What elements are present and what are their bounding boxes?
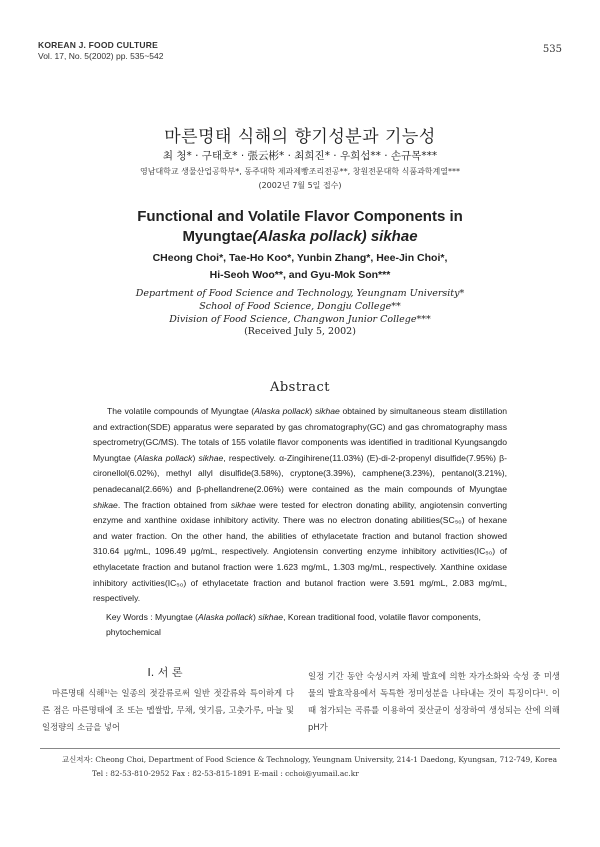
journal-name: KOREAN J. FOOD CULTURE <box>38 40 158 50</box>
keywords-label: Key Words : <box>106 612 156 622</box>
english-title-italic: (Alaska pollack) sikhae <box>252 228 418 245</box>
korean-affiliations: 영남대학교 생물산업공학부*, 동주대학 제과제빵조리전공**, 창원전문대학 식품과학계열*** <box>139 167 460 176</box>
english-title <box>0 207 600 247</box>
english-received-date: (Received July 5, 2002) <box>244 326 356 337</box>
keywords-text-b: ) <box>252 612 259 622</box>
abstract-italic-1: Alaska pollack <box>254 406 310 416</box>
english-title-plain: Myungtae <box>182 228 253 245</box>
abstract-text-1: The volatile compounds of Myungtae ( <box>107 406 255 416</box>
abstract-italic-1b: sikhae <box>314 406 340 416</box>
section-heading-introduction: I. 서 론 <box>147 666 183 679</box>
intro-right-column: 일정 기간 동안 숙성시켜 자체 발효에 의한 자가소화와 숙성 중 미생물의 발효작용에서 독특한 정미성분을 나타내는 것이 특징이다¹⁾. 이 때 첨가되는 곡류를 이용하여 젖산균이 성장하여 생성되는 산에 의해 pH가 <box>308 671 560 732</box>
keywords <box>106 610 508 640</box>
footnote-contact: Tel : 82-53-810-2952 Fax : 82-53-815-1891 E-mail : cchoi@yumail.ac.kr <box>92 769 359 778</box>
keywords-text-a: Myungtae ( <box>155 612 199 622</box>
journal-header <box>38 40 163 62</box>
keywords-text-c: , Korean traditional food, volatile flavor components, phytochemical <box>106 612 481 637</box>
korean-authors: 최 청* · 구태호* · 張云彬* · 최희진* · 우희섭** · 손규목*** <box>162 150 438 162</box>
english-authors <box>0 250 600 284</box>
abstract-text-4: . The fraction obtained from <box>117 499 231 510</box>
english-authors-line1: CHeong Choi*, Tae-Ho Koo*, Yunbin Zhang*, Hee-Jin Choi*, <box>152 252 448 264</box>
english-title-line2 <box>0 227 600 247</box>
abstract-text-2b: ) <box>192 452 199 463</box>
keywords-italic-2: sikhae <box>258 612 284 622</box>
abstract-text-1b: ) <box>309 406 315 416</box>
abstract-text-2: obtained by simultaneous steam distillation and extraction(SDE) apparatus were separated by gas chromatography(GC) and gas chromatography mass spectrometry(GC/MS). The totals of 155 volatile flavor components was identified in traditional Kyungsangdo Myungtae ( <box>93 406 508 463</box>
affiliation-3: Division of Food Science, Changwon Junior College*** <box>169 314 431 325</box>
page-number: 535 <box>542 44 562 55</box>
english-authors-line2: Hi-Seoh Woo**, and Gyu-Mok Son*** <box>209 269 391 281</box>
abstract-body <box>93 404 507 607</box>
affiliation-1: Department of Food Science and Technology, Yeungnam University* <box>135 288 465 299</box>
affiliation-2: School of Food Science, Dongju College** <box>199 301 401 312</box>
korean-title: 마른명태 식해의 향기성분과 기능성 <box>164 127 436 147</box>
english-title-line1: Functional and Volatile Flavor Components in <box>137 208 463 225</box>
abstract-italic-2: Alaska pollack <box>136 452 193 463</box>
footnote-label: 교신저자: <box>62 755 96 764</box>
intro-left-column: 마른명태 식해¹⁾는 일종의 젓갈류로써 일반 젓갈류와 특이하게 다른 점은 마른명태에 조 또는 멥쌀밥, 무채, 엿기름, 고춧가루, 마늘 및 일정량의 소금을 넣어 <box>42 688 294 732</box>
abstract-heading: Abstract <box>269 380 331 395</box>
footnote-text: Cheong Choi, Department of Food Science & Technology, Yeungnam University, 214-1 Daedong, Kyungsan, 712-749, Korea <box>95 755 558 764</box>
english-affiliations <box>0 287 600 326</box>
volume-info: Vol. 17, No. 5(2002) pp. 535~542 <box>38 51 164 61</box>
abstract-text-3: , respectively. α-Zingihirene(11.03%) (E)-di-2-propenyl disulfide(7.95%) β-cironellol(6.02%), methyl allyl disulfide(3.58%), cryptone(3.39%), camphene(3.23%), pentanol(3.21%), penadecanal(2.66%) and β-phellandrene(2.06%) were contained as the main compounds of Myungtae <box>93 452 507 494</box>
abstract-italic-4: sikhae <box>230 499 256 510</box>
footnote-divider <box>40 748 560 749</box>
abstract-italic-2b: sikhae <box>198 452 224 463</box>
corresponding-author-footnote <box>62 753 562 781</box>
keywords-italic: Alaska pollack <box>198 612 253 622</box>
abstract-text-5: were tested for electron donating ability, angiotensin converting enzyme and xanthine oxidase inhibitory activity. There was no electron donating abilities(SC₅₀) of hexane and water fraction. On the other hand, the abilities of ethylacetate fraction and butanol fraction showed 310.64 μg/mL, 1096.49 μg/mL, respectively. Angiotensin converting enzyme inhibitory activities(IC₅₀) of ethylacetate fraction and butanol fraction were 1.623 mg/mL, 1.303 mg/mL, respectively. Xanthine oxidase inhibitory activities(IC₅₀) of ethylacetate fraction and butanol fraction were 3.591 mg/mL, 2.083 mg/mL, respectively. <box>93 499 508 604</box>
abstract-italic-3: shikae <box>93 499 118 510</box>
korean-received-date: (2002년 7월 5일 접수) <box>258 181 342 190</box>
